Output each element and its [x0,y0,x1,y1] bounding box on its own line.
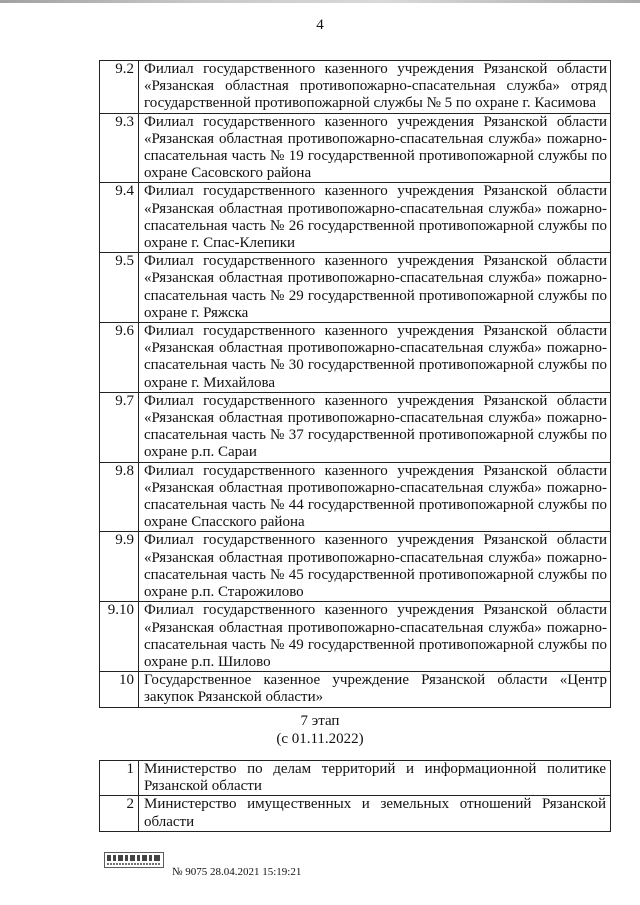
table-row [100,113,611,183]
table-row [100,183,611,253]
page-number: 4 [316,17,324,33]
table-row [100,672,611,707]
scan-edge-artifact [0,0,640,3]
registration-stamp-icon [104,852,164,868]
row-number: 9.8 [100,462,139,532]
row-number: 10 [100,672,139,707]
row-number: 9.6 [100,323,139,393]
stage-date: (с 01.11.2022) [276,731,364,747]
row-text: Филиал государственного казенного учреждения Рязанской области «Рязанская областная противопожарно-спасательная служба» пожарно-спасательная часть № 26 государственной противопожарной службы по охране г. Спас-Клепики [139,183,611,253]
row-number: 9.7 [100,392,139,462]
row-text: Государственное казенное учреждение Рязанской области «Центр закупок Рязанской области» [139,672,611,707]
row-number: 9.10 [100,602,139,672]
row-number: 9.9 [100,532,139,602]
table-row [100,61,611,114]
row-number: 2 [100,796,139,831]
row-text: Филиал государственного казенного учреждения Рязанской области «Рязанская областная противопожарно-спасательная служба» пожарно-спасательная часть № 49 государственной противопожарной службы по охране р.п. Шилово [139,602,611,672]
table-row [100,761,611,796]
table-row [100,532,611,602]
row-text: Филиал государственного казенного учреждения Рязанской области «Рязанская областная противопожарно-спасательная служба» отряд государственной противопожарной службы № 5 по охране г. Касимова [139,61,611,114]
row-text: Филиал государственного казенного учреждения Рязанской области «Рязанская областная противопожарно-спасательная служба» пожарно-спасательная часть № 30 государственной противопожарной службы по охране г. Михайлова [139,323,611,393]
row-text: Министерство имущественных и земельных отношений Рязанской области [139,796,611,831]
table-row [100,602,611,672]
row-text: Филиал государственного казенного учреждения Рязанской области «Рязанская областная противопожарно-спасательная служба» пожарно-спасательная часть № 19 государственной противопожарной службы по охране Сасовского района [139,113,611,183]
stage-title: 7 этап [300,713,340,729]
row-number: 9.4 [100,183,139,253]
row-text: Филиал государственного казенного учреждения Рязанской области «Рязанская областная противопожарно-спасательная служба» пожарно-спасательная часть № 37 государственной противопожарной службы по охране р.п. Сараи [139,392,611,462]
table-row [100,253,611,323]
document-registration-code: № 9075 28.04.2021 15:19:21 [172,866,302,878]
table-row [100,796,611,831]
table-row [100,462,611,532]
organizations-table-stage-7 [99,760,611,832]
row-number: 9.3 [100,113,139,183]
row-text: Филиал государственного казенного учреждения Рязанской области «Рязанская областная противопожарно-спасательная служба» пожарно-спасательная часть № 44 государственной противопожарной службы по охране Спасского района [139,462,611,532]
row-number: 9.2 [100,61,139,114]
row-text: Филиал государственного казенного учреждения Рязанской области «Рязанская областная противопожарно-спасательная служба» пожарно-спасательная часть № 29 государственной противопожарной службы по охране г. Ряжска [139,253,611,323]
row-number: 1 [100,761,139,796]
row-text: Филиал государственного казенного учреждения Рязанской области «Рязанская областная противопожарно-спасательная служба» пожарно-спасательная часть № 45 государственной противопожарной службы по охране р.п. Старожилово [139,532,611,602]
organizations-table-stage-6 [99,60,611,708]
table-row [100,392,611,462]
row-text: Министерство по делам территорий и информационной политике Рязанской области [139,761,611,796]
table-row [100,323,611,393]
row-number: 9.5 [100,253,139,323]
